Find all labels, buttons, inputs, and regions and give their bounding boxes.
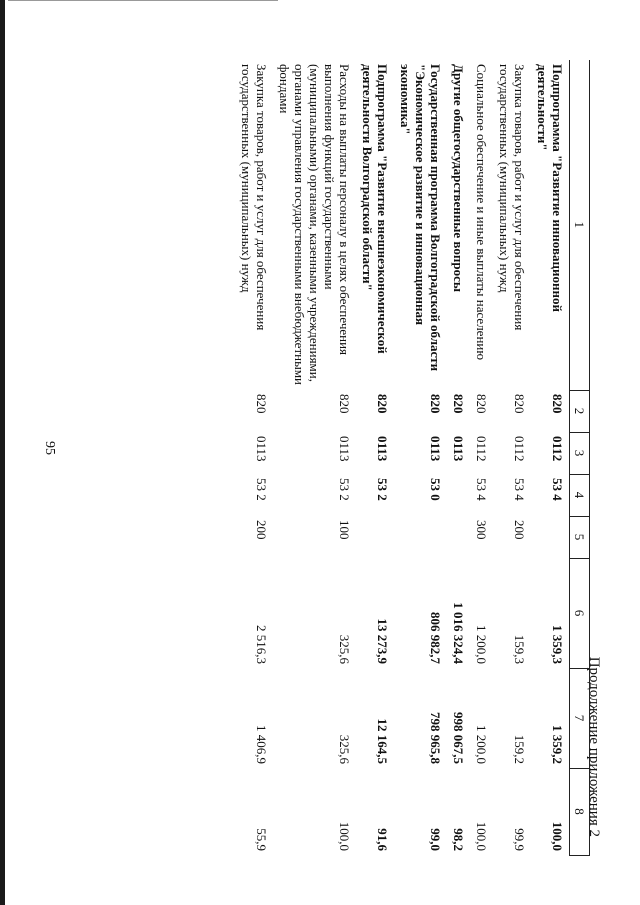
row-c6: 13 273,9 <box>375 618 390 664</box>
row-c7: 1 406,9 <box>254 725 269 764</box>
row-c3: 0112 <box>474 436 489 462</box>
table-row <box>273 60 356 855</box>
row-c4: 53 2 <box>375 478 390 501</box>
row-c6: 159,3 <box>512 634 527 664</box>
row-c8: 100,0 <box>550 821 565 851</box>
header-row <box>570 60 590 855</box>
row-c5: 100 <box>337 520 352 540</box>
col-header-5: 5 <box>570 516 590 558</box>
row-c3: 0113 <box>375 436 390 462</box>
row-c3: 0113 <box>451 436 466 462</box>
col-header-3: 3 <box>570 432 590 474</box>
row-c4: 53 2 <box>337 478 352 501</box>
row-c6: 2 516,3 <box>254 625 269 664</box>
row-c4: 53 4 <box>512 478 527 501</box>
page-number: 95 <box>42 441 57 455</box>
row-c3: 0113 <box>428 436 443 462</box>
row-c5 <box>531 516 570 558</box>
row-c7: 159,2 <box>512 734 527 764</box>
row-c6: 1 200,0 <box>474 625 489 664</box>
row-c8: 99,0 <box>428 828 443 851</box>
row-c2: 820 <box>451 394 466 414</box>
row-c6: 325,6 <box>337 634 352 664</box>
row-c8: 99,9 <box>512 828 527 851</box>
row-c4: 53 4 <box>550 478 565 501</box>
row-c2: 820 <box>375 394 390 414</box>
table-row <box>470 60 493 855</box>
row-c5: 200 <box>512 520 527 540</box>
row-name: Закупка товаров, работ и услуг для обеспечения государственных (муниципальных) нужд <box>239 64 269 331</box>
col-header-8: 8 <box>570 768 590 855</box>
row-c4: 53 2 <box>254 478 269 501</box>
table-row <box>531 60 570 855</box>
col-header-7: 7 <box>570 668 590 768</box>
row-c5 <box>394 516 447 558</box>
row-c4: 53 4 <box>474 478 489 501</box>
row-c2: 820 <box>337 394 352 414</box>
row-c5 <box>356 516 394 558</box>
row-name: Расходы на выплаты персоналу в целях обеспечения выполнения функций государственными (муниципальными) органами, казенными учреждениями, органами управления государственными внебюджетными фондами <box>277 64 352 386</box>
row-name: Подпрограмма "Развитие внешнеэкономической деятельности Волгоградской области" <box>360 64 390 354</box>
row-c7: 798 965,8 <box>428 712 443 764</box>
row-name: Социальное обеспечение и иные выплаты населению <box>474 64 489 361</box>
table-row <box>493 60 531 855</box>
row-c8: 55,9 <box>254 828 269 851</box>
row-c5 <box>447 516 470 558</box>
row-name: Подпрограмма "Развитие инновационной деятельности" <box>535 64 565 312</box>
table-body <box>235 60 570 855</box>
row-c2: 820 <box>474 394 489 414</box>
row-name: Закупка товаров, работ и услуг для обеспечения государственных (муниципальных) нужд <box>497 64 527 331</box>
col-header-4: 4 <box>570 474 590 516</box>
row-c3: 0113 <box>337 436 352 462</box>
row-c5: 200 <box>254 520 269 540</box>
table-row <box>447 60 470 855</box>
row-c7: 12 164,5 <box>375 718 390 764</box>
row-c3: 0113 <box>254 436 269 462</box>
row-c2: 820 <box>550 394 565 414</box>
row-c6: 806 982,7 <box>428 612 443 664</box>
row-c4: 53 0 <box>428 478 443 501</box>
table-row <box>356 60 394 855</box>
row-c5: 300 <box>474 520 489 540</box>
row-c7: 1 200,0 <box>474 725 489 764</box>
row-c2: 820 <box>512 394 527 414</box>
row-c8: 91,6 <box>375 828 390 851</box>
table-row <box>394 60 447 855</box>
row-c2: 820 <box>428 394 443 414</box>
row-c7: 325,6 <box>337 734 352 764</box>
row-c3: 0112 <box>512 436 527 462</box>
col-header-6: 6 <box>570 558 590 668</box>
row-c8: 100,0 <box>474 821 489 851</box>
row-c6: 1 359,3 <box>550 625 565 664</box>
col-header-1: 1 <box>570 60 590 390</box>
row-c2: 820 <box>254 394 269 414</box>
row-c3: 0112 <box>550 436 565 462</box>
row-c7: 998 067,5 <box>451 712 466 764</box>
row-c7: 1 359,2 <box>550 725 565 764</box>
row-c8: 98,2 <box>451 828 466 851</box>
col-header-2: 2 <box>570 390 590 432</box>
budget-table <box>235 60 590 856</box>
table-row <box>235 60 273 855</box>
row-name: Государственная программа Волгоградской области "Экономическое развитие и инновационная экономика" <box>398 64 443 372</box>
table-caption: Продолжение приложения 2 <box>586 656 602 837</box>
row-c8: 100,0 <box>337 821 352 851</box>
row-c4 <box>447 474 470 516</box>
row-c6: 1 016 324,4 <box>451 602 466 664</box>
row-name: Другие общегосударственные вопросы <box>451 64 466 292</box>
